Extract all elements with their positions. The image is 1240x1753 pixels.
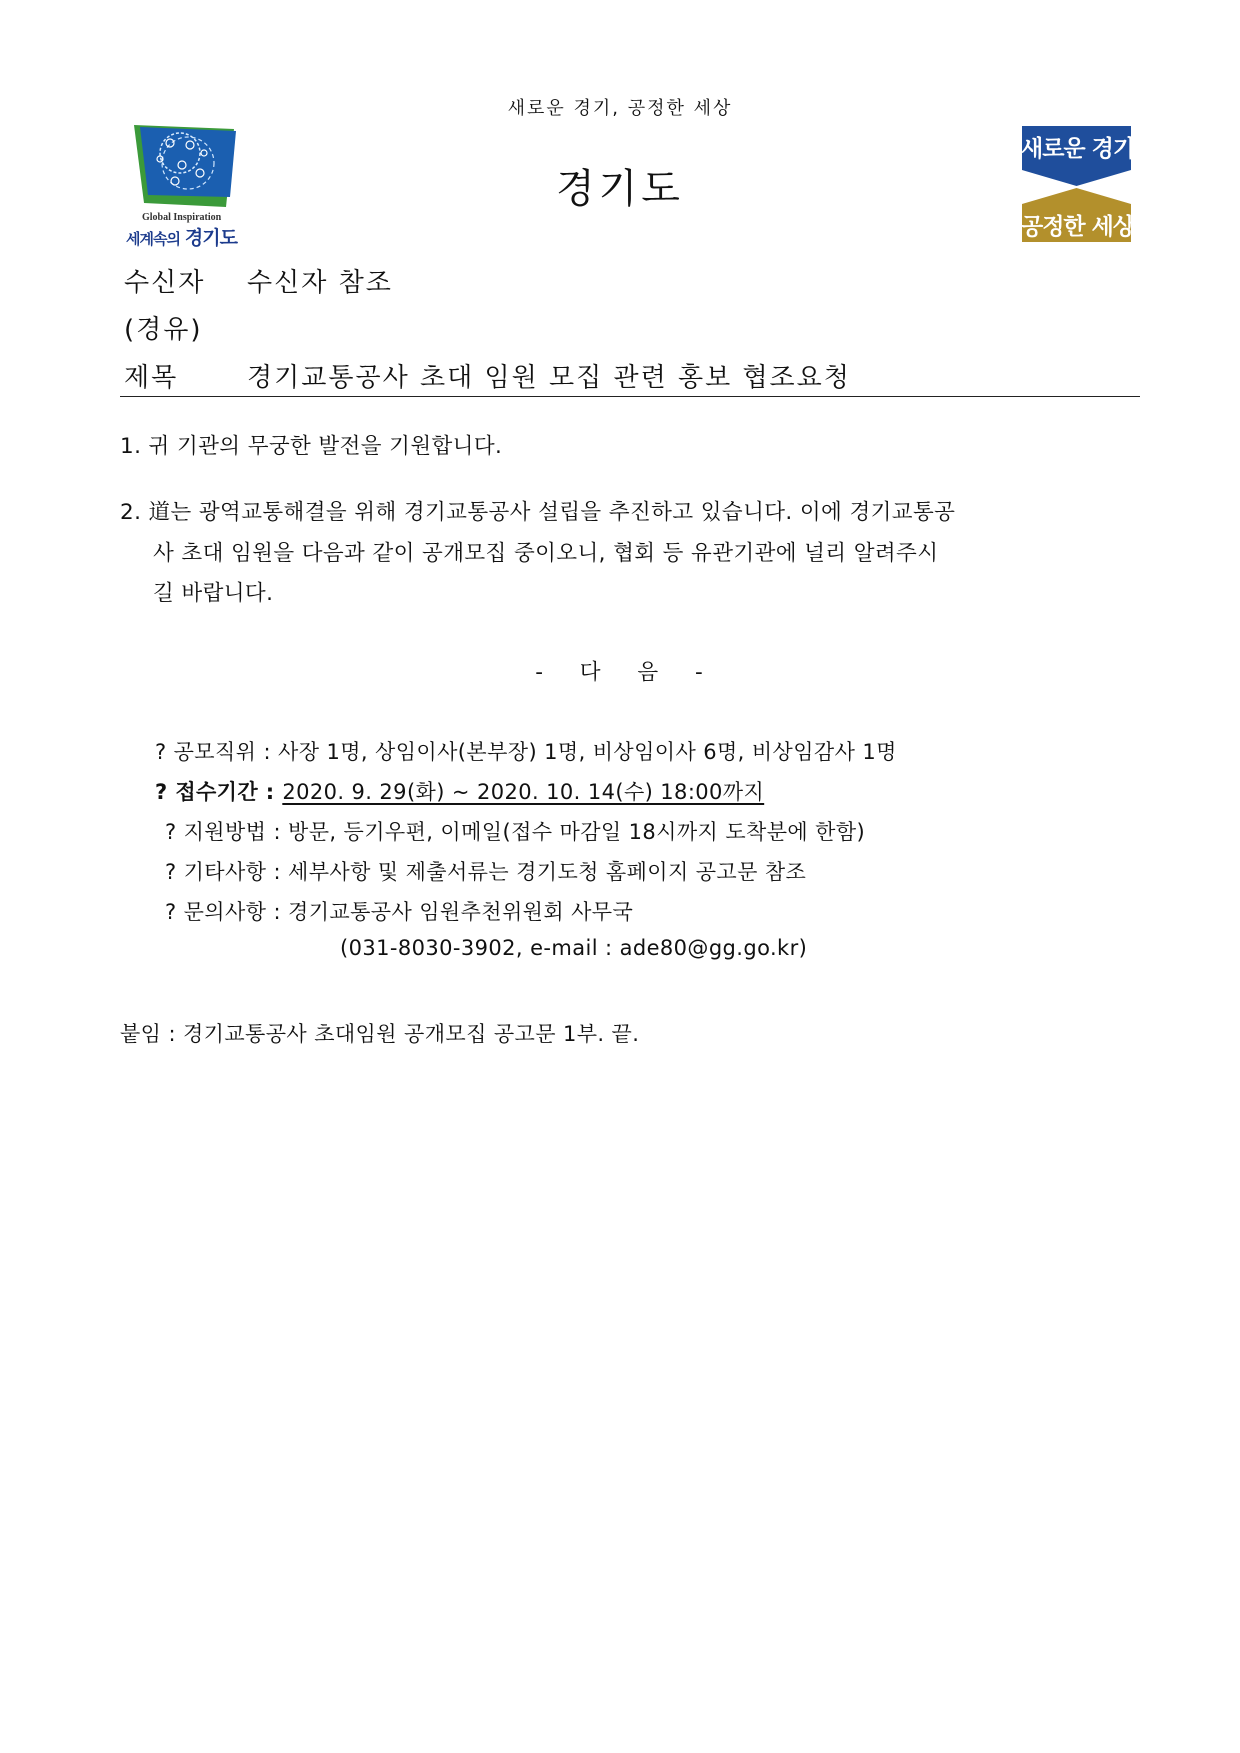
item-position xyxy=(155,736,897,766)
item-marker: ? xyxy=(165,860,177,884)
item-label: 문의사항 xyxy=(183,900,267,924)
item-marker: ? xyxy=(165,900,177,924)
recipient-value: 수신자 참조 xyxy=(247,268,393,298)
item-label: 기타사항 xyxy=(183,860,267,884)
item-value: 방문, 등기우편, 이메일(접수 마감일 18시까지 도착분에 한함) xyxy=(288,820,866,844)
item-inquiry xyxy=(165,896,633,926)
notice-heading: - 다 음 - xyxy=(535,660,705,685)
paragraph-2-line-2: 사 초대 임원을 다음과 같이 공개모집 중이오니, 협회 등 유관기관에 널리 알려주시 xyxy=(153,541,939,566)
campaign-bottom-text: 공정한 세상 xyxy=(1021,214,1135,240)
item-marker: ? xyxy=(155,740,167,764)
subject-label: 제목 xyxy=(124,363,179,393)
item-other xyxy=(165,856,806,886)
paragraph-2-line-1: 2. 道는 광역교통해결을 위해 경기교통공사 설립을 추진하고 있습니다. 이에 경기교통공 xyxy=(120,500,956,525)
campaign-logo xyxy=(1018,124,1135,244)
item-value: 경기교통공사 임원추천위원회 사무국 xyxy=(288,900,634,924)
item-value: 세부사항 및 제출서류는 경기도청 홈페이지 공고문 참조 xyxy=(288,860,807,884)
logo-name-main: 경기도 xyxy=(184,227,237,249)
item-separator: : xyxy=(273,900,281,924)
item-value: 사장 1명, 상임이사(본부장) 1명, 비상임이사 6명, 비상임감사 1명 xyxy=(278,740,897,764)
item-period xyxy=(155,776,764,806)
recipient-row xyxy=(124,262,393,299)
item-marker: ? xyxy=(165,820,177,844)
slogan: 새로운 경기, 공정한 세상 xyxy=(507,98,733,119)
org-title: 경기도 xyxy=(556,166,684,212)
via-label: (경유) xyxy=(124,315,203,345)
item-value: 2020. 9. 29(화) ~ 2020. 10. 14(수) 18:00까지 xyxy=(282,780,765,804)
paragraph-1: 1. 귀 기관의 무궁한 발전을 기원합니다. xyxy=(120,434,503,459)
campaign-top-text: 새로운 경기 xyxy=(1021,136,1135,162)
item-separator: : xyxy=(273,860,281,884)
item-separator: : xyxy=(263,740,271,764)
via-row xyxy=(124,309,203,346)
header-divider xyxy=(120,396,1140,397)
recipient-label: 수신자 xyxy=(124,268,206,298)
globe-emblem-icon xyxy=(130,123,242,213)
logo-name xyxy=(126,223,237,250)
attachment-line: 붙임 : 경기교통공사 초대임원 공개모집 공고문 1부. 끝. xyxy=(120,1022,640,1046)
item-separator: : xyxy=(265,780,275,804)
item-label: 공모직위 xyxy=(173,740,257,764)
item-marker: ? xyxy=(155,780,168,804)
logo-name-prefix: 세계속의 xyxy=(126,230,180,248)
contact-line: (031-8030-3902, e-mail : ade80@gg.go.kr) xyxy=(340,936,808,960)
subject-value: 경기교통공사 초대 임원 모집 관련 홍보 협조요청 xyxy=(247,363,851,393)
logo-tagline: Global Inspiration xyxy=(142,212,222,223)
item-label: 지원방법 xyxy=(183,820,267,844)
item-label: 접수기간 xyxy=(175,780,259,804)
paragraph-2-line-3: 길 바랍니다. xyxy=(153,581,274,606)
subject-row xyxy=(124,357,851,394)
item-method xyxy=(165,816,865,846)
gyeonggi-logo xyxy=(120,123,250,249)
item-separator: : xyxy=(273,820,281,844)
